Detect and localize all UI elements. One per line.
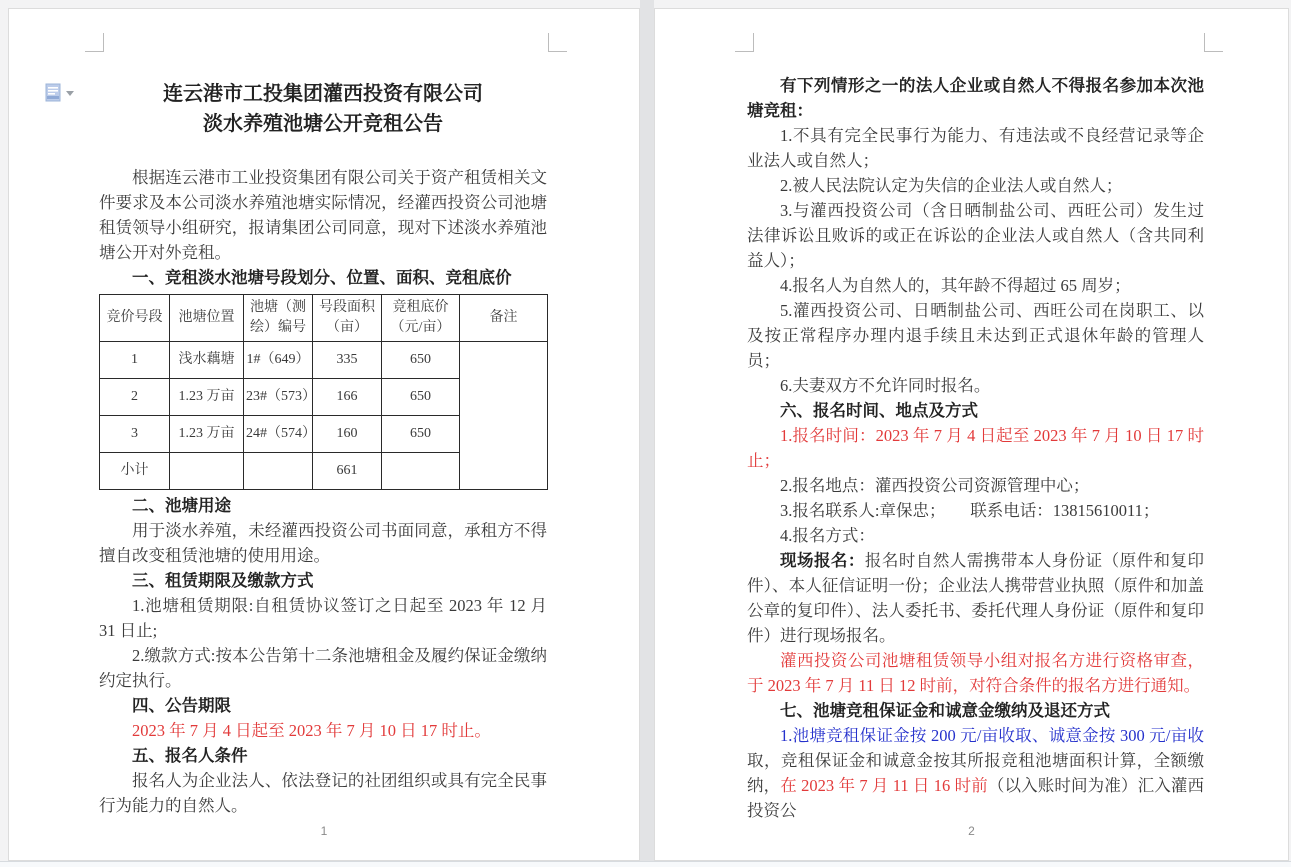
section-4-heading: 四、公告期限 (132, 696, 231, 715)
table-cell: 23#（573） (244, 379, 313, 416)
condition-item: 6.夫妻双方不允许同时报名。 (780, 376, 991, 395)
section-7-heading: 七、池塘竞租保证金和诚意金缴纳及退还方式 (780, 701, 1110, 720)
paragraph: 报名人为企业法人、依法登记的社团组织或具有完全民事行为能力的自然人。 (99, 771, 547, 815)
paragraph: 1.池塘租赁期限:自租赁协议签订之日起至 2023 年 12 月 31 日止; (99, 596, 547, 640)
paragraph: 4.报名方式： (780, 526, 875, 545)
table-cell: 160 (313, 416, 382, 453)
table-cell: 1.23 万亩 (170, 416, 244, 453)
announcement-period-text: 2023 年 7 月 4 日起至 2023 年 7 月 10 日 17 时止。 (132, 721, 491, 740)
page-number: 1 (320, 824, 328, 838)
review-note-text: 灌西投资公司池塘租赁领导小组对报名方进行资格审查，于 2023 年 7 月 11 日 12 时前，对符合条件的报名方进行通知。 (747, 651, 1204, 695)
onsite-signup-paragraph (747, 548, 1204, 648)
condition-item: 5.灌西投资公司、日晒制盐公司、西旺公司在岗职工、以及按正常程序办理内退手续且未达到正式退休年龄的管理人员； (747, 301, 1204, 370)
table-header-cell: 竞租底价（元/亩） (382, 295, 460, 342)
table-cell (244, 453, 313, 490)
table-cell: 1 (100, 342, 170, 379)
table-cell (170, 453, 244, 490)
table-cell: 浅水藕塘 (170, 342, 244, 379)
signup-time-text: 1.报名时间：2023 年 7 月 4 日起至 2023 年 7 月 10 日 17 时止； (747, 426, 1204, 470)
condition-item: 4.报名人为自然人的，其年龄不得超过 65 周岁； (780, 276, 1131, 295)
condition-item: 3.与灌西投资公司（含日晒制盐公司、西旺公司）发生过法律诉讼且败诉的或正在诉讼的企业法人或自然人（含共同利益人）； (747, 201, 1204, 270)
deposit-paragraph (747, 723, 1204, 823)
conditions-intro: 有下列情形之一的法人企业或自然人不得报名参加本次池塘竞租： (747, 76, 1204, 120)
section-2-heading: 二、池塘用途 (132, 496, 231, 515)
table-cell: 1#（649） (244, 342, 313, 379)
doc-title-block (99, 79, 547, 139)
intro-paragraph: 根据连云港市工业投资集团有限公司关于资产租赁相关文件要求及本公司淡水养殖池塘实际情况，经灌西投资公司池塘租赁领导小组研究，报请集团公司同意，现对下述淡水养殖池塘公开对外竞租。 (99, 168, 547, 262)
table-cell (382, 453, 460, 490)
table-cell: 650 (382, 379, 460, 416)
page-2-content (655, 9, 1288, 823)
table-header-cell: 竞价号段 (100, 295, 170, 342)
section-1-heading: 一、竞租淡水池塘号段划分、位置、面积、竞租底价 (132, 268, 512, 287)
table-cell: 661 (313, 453, 382, 490)
table-cell: 24#（574） (244, 416, 313, 453)
table-cell: 1.23 万亩 (170, 379, 244, 416)
table-header-cell: 号段面积（亩） (313, 295, 382, 342)
deposit-tail-text: （以入账时间为准）汇入灌西投资公 (747, 776, 1205, 820)
deposit-rates-text: 1.池塘竞租保证金按 200 元/亩收取、诚意金按 300 元/亩收 (780, 726, 1204, 745)
section-5-heading: 五、报名人条件 (132, 746, 248, 765)
condition-item: 1.不具有完全民事行为能力、有违法或不良经营记录等企业法人或自然人； (747, 126, 1204, 170)
table-header-cell: 池塘位置 (170, 295, 244, 342)
paragraph: 3.报名联系人:章保忠； 联系电话：13815610011； (780, 501, 1160, 520)
table-header-cell: 备注 (460, 295, 548, 342)
deposit-deadline-text: 在 2023 年 7 月 11 日 16 时前 (780, 776, 988, 795)
onsite-signup-label: 现场报名： (780, 551, 865, 570)
table-header-cell: 池塘（测绘）编号 (244, 295, 313, 342)
table-cell: 650 (382, 342, 460, 379)
table-remark-cell (460, 342, 548, 490)
section-3-heading: 三、租赁期限及缴款方式 (132, 571, 314, 590)
doc-title-line2: 淡水养殖池塘公开竞租公告 (203, 113, 443, 135)
paragraph: 2.报名地点：灌西投资公司资源管理中心； (780, 476, 1090, 495)
section-6-heading: 六、报名时间、地点及方式 (780, 401, 978, 420)
status-bar-edge (0, 861, 1291, 867)
page-1-content (9, 9, 639, 818)
doc-title-line1: 连云港市工投集团灌西投资有限公司 (163, 83, 483, 105)
pond-table (99, 294, 548, 490)
page-2[interactable] (654, 8, 1289, 861)
condition-item: 2.被人民法院认定为失信的企业法人或自然人； (780, 176, 1123, 195)
table-cell: 2 (100, 379, 170, 416)
page-1[interactable] (8, 8, 640, 861)
onsite-signup-body: 报名时自然人需携带本人身份证（原件和复印件）、本人征信证明一份；企业法人携带营业执照（原件和加盖公章的复印件）、法人委托书、委托代理人身份证（原件和复印件）进行现场报名。 (747, 551, 1205, 645)
table-header-row (100, 295, 548, 342)
page-number: 2 (968, 824, 975, 838)
table-row (100, 342, 548, 379)
page-gap (640, 0, 654, 861)
table-cell: 650 (382, 416, 460, 453)
paragraph: 用于淡水养殖，未经灌西投资公司书面同意，承租方不得擅自改变租赁池塘的使用用途。 (99, 521, 547, 565)
deposit-body-text: 取，竞租保证金和诚意金按其所报竞租池塘面积计算，全额缴纳， (747, 751, 1204, 795)
table-cell: 小计 (100, 453, 170, 490)
table-cell: 166 (313, 379, 382, 416)
table-cell: 3 (100, 416, 170, 453)
table-cell: 335 (313, 342, 382, 379)
paragraph: 2.缴款方式:按本公告第十二条池塘租金及履约保证金缴纳约定执行。 (99, 646, 547, 690)
